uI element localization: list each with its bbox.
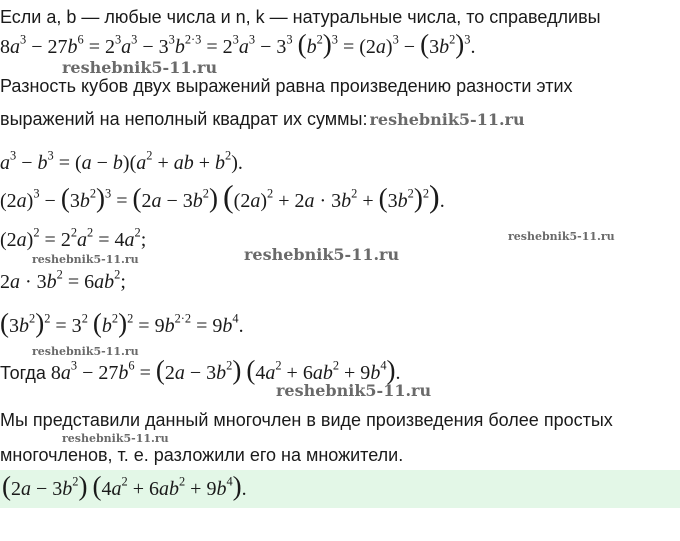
equation-5: $(3b^2)^2 = 3^2$ $(b^2)^2 = 9b^{2\cdot 2} = 9b^4$. [0, 308, 244, 338]
watermark: reshebnik5-11.ru [244, 245, 400, 264]
watermark: reshebnik5-11.ru [32, 253, 139, 266]
watermark: reshebnik5-11.ru [62, 432, 169, 445]
equation-6: $8a^3 - 27b^6 = (2a - 3b^2) (4a^2 + 6ab^2 + 9b^4)$. [50, 355, 401, 385]
answer-box [0, 470, 680, 508]
intro-text [0, 6, 601, 28]
conclusion-line-2: многочленов, т. е. разложили его на множители. [0, 445, 404, 465]
conclusion-line-1: Мы представили данный многочлен в виде произведения более простых [0, 410, 613, 430]
watermark: reshebnik5-11.ru [369, 110, 525, 129]
then-word: Тогда [0, 363, 46, 383]
watermark: reshebnik5-11.ru [32, 345, 139, 358]
equation-2: $(2a)^3 - (3b^2)^3 = (2a - 3b^2) ((2a)^2 + 2a \cdot 3b^2 + (3b^2)^2)$. [0, 178, 445, 214]
cube-difference-formula: $a^3 - b^3 = (a - b)(a^2$ + ab + $b^2$). [0, 148, 243, 174]
explanation-line-1: Разность кубов двух выражений равна произведению разности этих [0, 76, 573, 96]
intro-text-content: Если a, b — любые числа и n, k — натуральные числа, то справедливы [0, 7, 601, 27]
final-answer: $(2a - 3b^2)$ $(4a^2 + 6ab^2 + 9b^4)$. [2, 471, 247, 501]
watermark: reshebnik5-11.ru [276, 381, 432, 400]
equation-4: $2a \cdot 3b^2 = 6ab^2$; [0, 267, 126, 293]
equation-3: $(2a)^2 = 2^2a^2 = 4a^2$; [0, 225, 147, 251]
watermark: reshebnik5-11.ru [62, 58, 218, 77]
explanation-line-2-text: выражений на неполный квадрат их суммы: [0, 109, 368, 129]
equation-1: $8a^3 - 27b^6 = 2^3a^3 - 3^3b^{2\cdot 3} = 2^3a^3 - 3^3$ $(b^2)^3 = (2a)^3 - (3b^2)^3$. [0, 29, 476, 59]
explanation-line-2 [0, 108, 525, 131]
watermark: reshebnik5-11.ru [508, 230, 615, 243]
